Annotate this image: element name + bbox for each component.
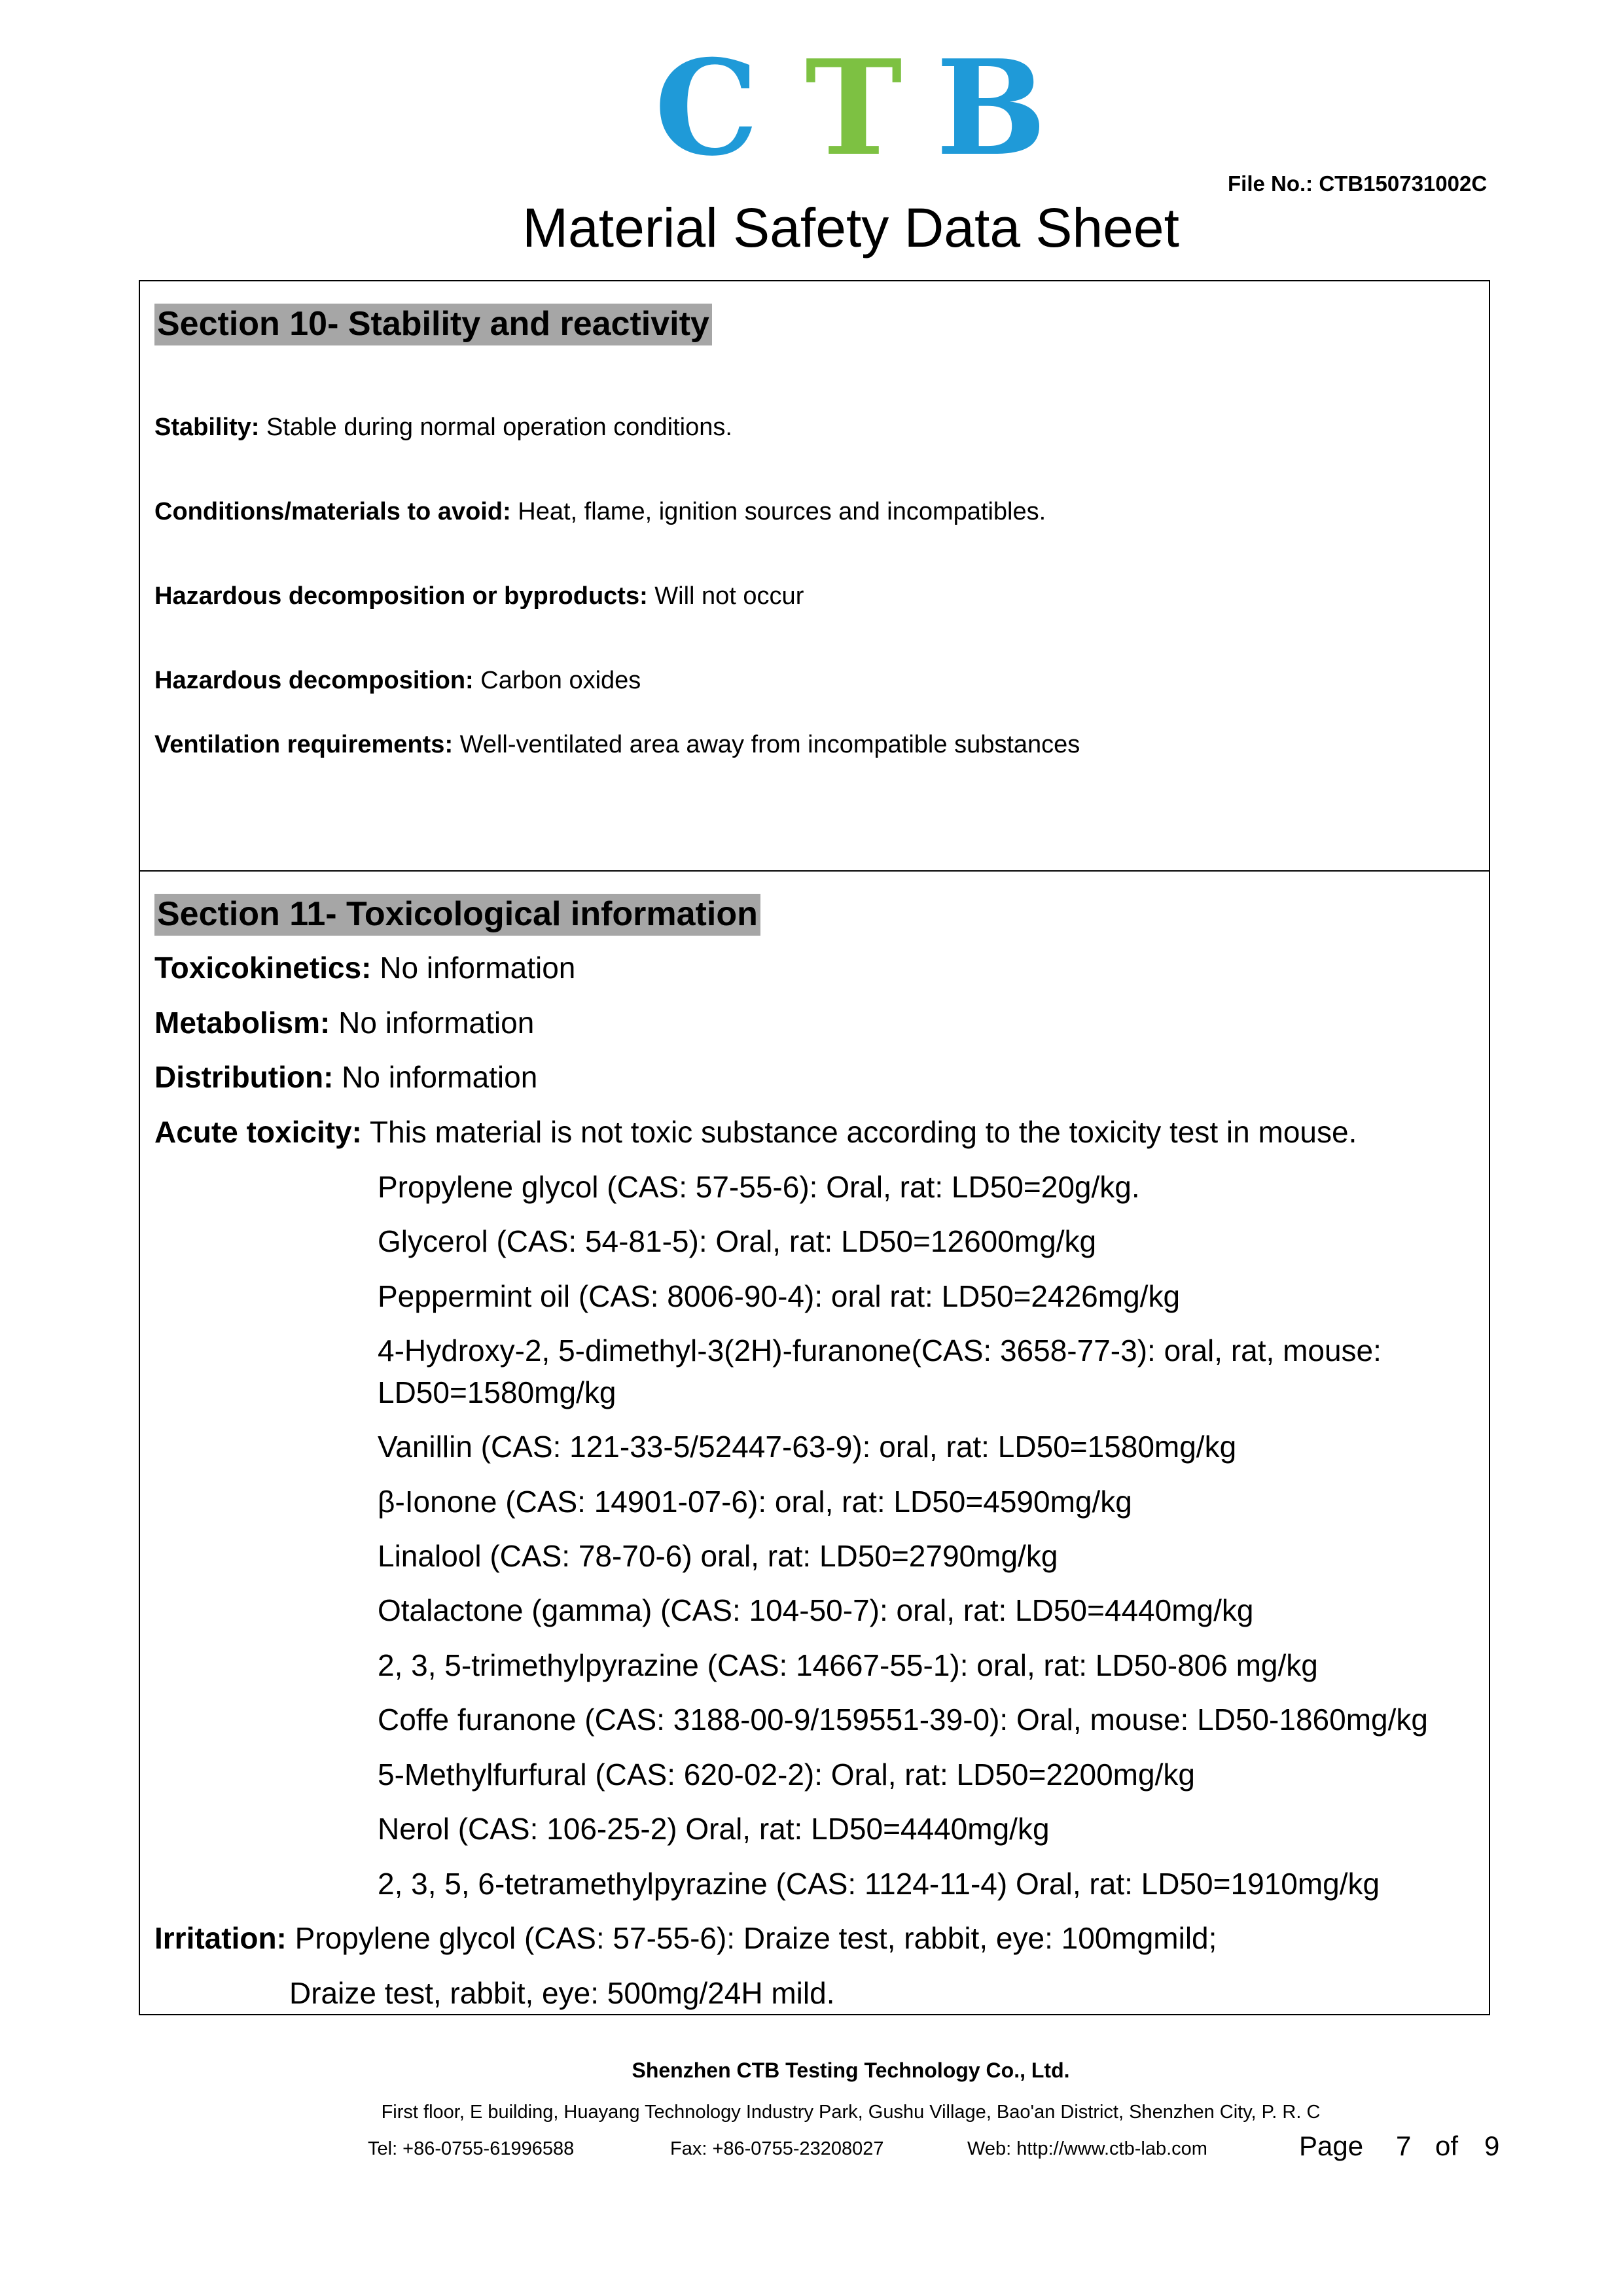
total-pages: 9 xyxy=(1484,2130,1500,2161)
section-11-row-distribution xyxy=(154,1059,537,1095)
acute-item: Peppermint oil (CAS: 8006-90-4): oral rat: LD50=2426mg/kg xyxy=(378,1279,1181,1313)
section-11-heading: Section 11- Toxicological information xyxy=(154,894,760,936)
acute-item: Nerol (CAS: 106-25-2) Oral, rat: LD50=4440mg/kg xyxy=(378,1812,1050,1846)
section-10-row-ventilation xyxy=(154,731,1080,759)
section-11-row-toxicokinetics xyxy=(154,950,575,985)
section-11-row-acute-toxicity xyxy=(154,1114,1357,1150)
acute-item: Coffe furanone (CAS: 3188-00-9/159551-39-0): Oral, mouse: LD50-1860mg/kg xyxy=(378,1703,1428,1737)
acute-item: LD50=1580mg/kg xyxy=(378,1375,616,1409)
row-label: Stability: xyxy=(154,414,260,441)
section-10-heading: Section 10- Stability and reactivity xyxy=(154,304,712,345)
acute-item: 2, 3, 5, 6-tetramethylpyrazine (CAS: 1124-11-4) Oral, rat: LD50=1910mg/kg xyxy=(378,1867,1380,1901)
row-label: Toxicokinetics: xyxy=(154,951,372,985)
acute-item: Propylene glycol (CAS: 57-55-6): Oral, rat: LD50=20g/kg. xyxy=(378,1170,1140,1204)
row-label: Irritation: xyxy=(154,1921,287,1955)
row-value: No information xyxy=(371,951,576,985)
row-label: Distribution: xyxy=(154,1060,334,1094)
footer-company: Shenzhen CTB Testing Technology Co., Ltd. xyxy=(632,2058,1070,2082)
row-value: Propylene glycol (CAS: 57-55-6): Draize test, rabbit, eye: 100mgmild; xyxy=(286,1921,1217,1955)
acute-item: Linalool (CAS: 78-70-6) oral, rat: LD50=2790mg/kg xyxy=(378,1539,1058,1573)
acute-item: 5-Methylfurfural (CAS: 620-02-2): Oral, rat: LD50=2200mg/kg xyxy=(378,1757,1195,1792)
page-label: Page xyxy=(1299,2130,1364,2161)
row-value: This material is not toxic substance according to the toxicity test in mouse. xyxy=(361,1115,1357,1149)
acute-item: 4-Hydroxy-2, 5-dimethyl-3(2H)-furanone(CAS: 3658-77-3): oral, rat, mouse: xyxy=(378,1333,1382,1368)
row-value: No information xyxy=(333,1060,538,1094)
ctb-logo xyxy=(654,31,1054,185)
logo-letter-b: B xyxy=(936,31,1047,185)
page-of-label: of xyxy=(1435,2130,1459,2161)
footer-address: First floor, E building, Huayang Technology Industry Park, Gushu Village, Bao'an District, Shenzhen City, P. R. C xyxy=(381,2102,1321,2123)
section-11-row-metabolism xyxy=(154,1005,534,1040)
row-label: Conditions/materials to avoid: xyxy=(154,498,511,525)
page-number: 7 xyxy=(1396,2130,1412,2161)
row-label: Hazardous decomposition: xyxy=(154,667,474,694)
section-10-row-decomposition xyxy=(154,667,641,695)
acute-item: Glycerol (CAS: 54-81-5): Oral, rat: LD50=12600mg/kg xyxy=(378,1224,1097,1258)
acute-item: β-Ionone (CAS: 14901-07-6): oral, rat: LD50=4590mg/kg xyxy=(378,1485,1132,1519)
section-10-row-conditions xyxy=(154,498,1046,526)
footer-tel: Tel: +86-0755-61996588 xyxy=(368,2138,575,2159)
document-title: Material Safety Data Sheet xyxy=(522,197,1179,258)
row-label: Ventilation requirements: xyxy=(154,731,454,758)
row-value: Will not occur xyxy=(647,582,804,610)
section-10-box xyxy=(139,280,1490,872)
file-number: File No.: CTB150731002C xyxy=(1228,171,1488,196)
row-value: Well-ventilated area away from incompatible substances xyxy=(453,731,1080,758)
row-value: Carbon oxides xyxy=(473,667,641,694)
row-value: Stable during normal operation conditions. xyxy=(259,414,732,441)
logo-letter-c: C xyxy=(654,31,759,185)
irritation-continuation: Draize test, rabbit, eye: 500mg/24H mild. xyxy=(289,1976,835,2010)
section-11-row-irritation xyxy=(154,1920,1217,1956)
logo-letter-t: T xyxy=(805,31,902,185)
row-label: Acute toxicity: xyxy=(154,1115,362,1149)
acute-item: 2, 3, 5-trimethylpyrazine (CAS: 14667-55-1): oral, rat: LD50-806 mg/kg xyxy=(378,1648,1318,1682)
footer-web: Web: http://www.ctb-lab.com xyxy=(967,2138,1207,2159)
section-10-row-byproducts xyxy=(154,582,804,610)
row-value: Heat, flame, ignition sources and incompatibles. xyxy=(510,498,1046,525)
row-label: Hazardous decomposition or byproducts: xyxy=(154,582,648,610)
section-10-row-stability xyxy=(154,414,732,442)
acute-item: Otalactone (gamma) (CAS: 104-50-7): oral, rat: LD50=4440mg/kg xyxy=(378,1593,1254,1627)
footer-fax: Fax: +86-0755-23208027 xyxy=(670,2138,884,2159)
row-label: Metabolism: xyxy=(154,1006,330,1040)
acute-item: Vanillin (CAS: 121-33-5/52447-63-9): oral, rat: LD50=1580mg/kg xyxy=(378,1430,1237,1464)
row-value: No information xyxy=(330,1006,535,1040)
section-11-box xyxy=(139,870,1490,2015)
